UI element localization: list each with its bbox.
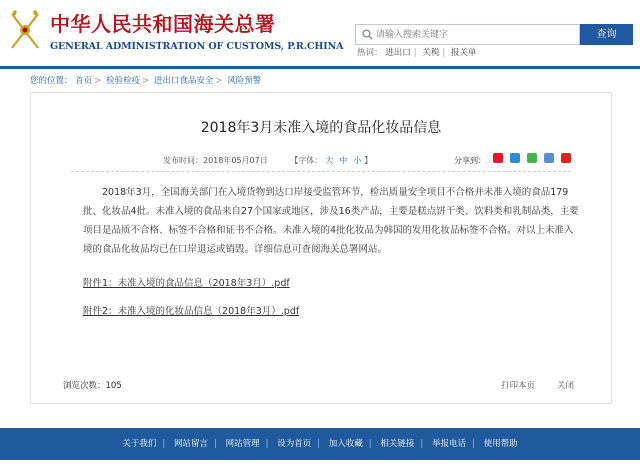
search-box [355, 24, 580, 45]
font-size-label: 【字体： [290, 156, 323, 165]
close-button[interactable]: 关闭 [557, 381, 575, 391]
search-icon [362, 29, 373, 40]
article-meta [163, 155, 372, 166]
site-title-en: GENERAL ADMINISTRATION OF CUSTOMS, P.R.CHINA [50, 41, 344, 52]
breadcrumb-prefix: 您的位置： [30, 76, 73, 86]
divider [71, 171, 571, 173]
header-divider-bar [0, 66, 640, 69]
site-header [0, 0, 640, 68]
hot-word-link[interactable]: 进出口 [385, 48, 411, 58]
site-footer [0, 428, 640, 460]
article-actions [501, 379, 574, 391]
breadcrumb: 您的位置： 首页 > 检验检疫 > 进出口食品安全 > 风险预警 [30, 76, 262, 86]
hot-words: 热词： 进出口 | 关税 | 报关单 [357, 48, 477, 58]
article-title: 2018年3月未准入境的食品化妆品信息 [200, 120, 442, 136]
hot-words-label: 热词： [357, 48, 383, 58]
footer-link-favorite[interactable]: 加入收藏 [328, 439, 363, 449]
footer-link-about[interactable]: 关于我们 [122, 439, 157, 449]
attachment-link-food[interactable]: 附件1：未准入境的食品信息（2018年3月）.pdf [83, 278, 290, 289]
pdf-icon[interactable] [561, 153, 571, 163]
site-title-cn: 中华人民共和国海关总署 [50, 12, 276, 36]
customs-emblem-logo [8, 8, 42, 52]
footer-link-related[interactable]: 相关链接 [380, 439, 415, 449]
share-label: 分享到： [454, 156, 486, 165]
publish-time: 发布时间：2018年05月07日 [163, 156, 268, 165]
article-body: 2018年3月，全国海关部门在入境货物到达口岸接受监管环节，检出质量安全项目不合格并未准入境的食品179批、化妆品4批。未准入境的食品来自27个国家或地区，涉及16类产品，主要是糕点饼干类、饮料类和乳制品类，主要项目是品质不合格、标签不合格和证书不合格。未准入境的4批化妆品为韩国的发用化妆品标签不合格。对以上未准入境的食品化妆品均已在口岸退运或销毁。详细信息可查阅海关总署网站。 [83, 187, 579, 255]
article-panel [30, 92, 612, 404]
footer-link-admin[interactable]: 网站管理 [225, 439, 260, 449]
footer-link-set-home[interactable]: 设为首页 [277, 439, 312, 449]
search-button[interactable]: 查询 [580, 24, 633, 45]
renren-icon[interactable] [544, 153, 554, 163]
breadcrumb-link-inspection[interactable]: 检验检疫 [106, 76, 141, 86]
footer-link-message[interactable]: 网站留言 [174, 439, 209, 449]
breadcrumb-link-food-safety[interactable]: 进出口食品安全 [153, 76, 214, 86]
font-size-medium[interactable]: 中 [339, 156, 348, 165]
footer-link-report[interactable]: 举报电话 [431, 439, 466, 449]
attachment-link-cosmetics[interactable]: 附件2：未准入境的化妆品信息（2018年3月）.pdf [83, 306, 300, 317]
breadcrumb-link-home[interactable]: 首页 [75, 76, 93, 86]
qzone-icon[interactable] [510, 153, 520, 163]
print-button[interactable]: 打印本页 [501, 381, 536, 391]
footer-link-help[interactable]: 使用帮助 [483, 439, 518, 449]
wechat-icon[interactable] [527, 153, 537, 163]
bottom-strip [0, 460, 640, 467]
sina-weibo-icon[interactable] [493, 153, 503, 163]
font-size-label-close: 】 [364, 156, 373, 165]
hot-word-link[interactable]: 报关单 [450, 48, 477, 58]
search-input[interactable] [376, 25, 576, 44]
hot-word-link[interactable]: 关税 [422, 48, 440, 58]
font-size-small[interactable]: 小 [353, 156, 362, 165]
footer-links: 关于我们 | 网站留言 | 网站管理 | 设为首页 | 加入收藏 | 相关链接 | 举报电话 | 使用帮助 [122, 439, 518, 449]
breadcrumb-link-risk-warning[interactable]: 风险预警 [227, 76, 262, 86]
view-count: 浏览次数：105 [63, 381, 122, 391]
font-size-large[interactable]: 大 [325, 156, 334, 165]
